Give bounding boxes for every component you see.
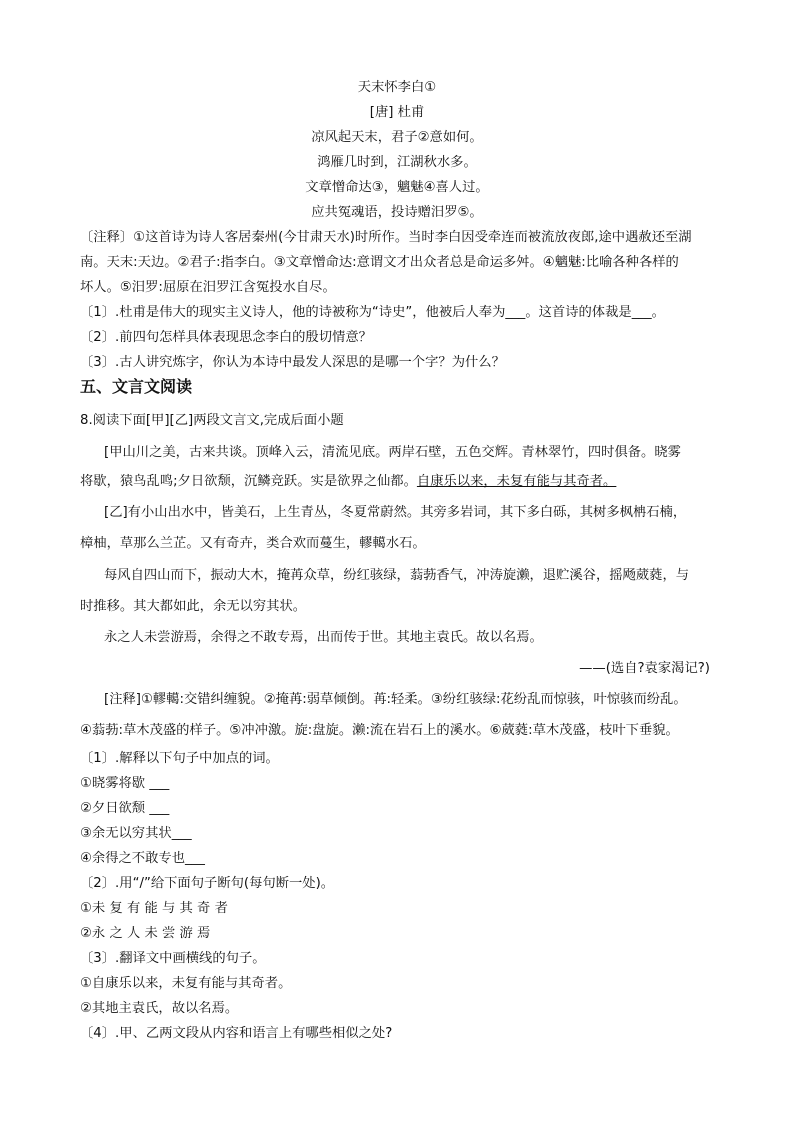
poem-note-line: 〔注释〕①这首诗为诗人客居秦州(今甘肃天水)时所作。当时李白因受牵连而被流放夜郎,途中遇赦还至湖 <box>80 230 692 245</box>
poem-line: 文章憎命达③，魑魅④喜人过。 <box>305 180 489 195</box>
prose-question: 〔1〕.解释以下句子中加点的词。 <box>80 751 279 766</box>
poem-author: [唐] 杜甫 <box>369 105 425 120</box>
poem-line: 凉风起天末，君子②意如何。 <box>311 130 483 145</box>
underlined-sentence: 自康乐以来，未复有能与其奇者。 <box>416 474 617 489</box>
poem-line: 鸿雁几时到，江湖秋水多。 <box>317 155 477 170</box>
prose-question: ④余得之不敢专也___ <box>80 851 205 866</box>
poem-question: 〔1〕.杜甫是伟大的现实主义诗人，他的诗被称为“诗史”，他被后人奉为___。这首诗的体裁是___。 <box>80 305 665 320</box>
passage-jia-line: [甲山川之美，古来共谈。顶峰入云，清流见底。两岸石壁，五色交辉。青林翠竹，四时俱备。晓雾 <box>104 445 681 460</box>
prose-question: 〔2〕.用“/”给下面句子断句(每句断一处)。 <box>80 876 335 891</box>
prose-question: ①未 复 有 能 与 其 奇 者 <box>80 901 228 916</box>
passage-yi-line: 每风自四山而下，振动大木，掩苒众草，纷红骇绿，蓊葧香气，冲涛旋濑，退贮溪谷，摇飏葳蕤，与 <box>104 568 690 583</box>
prose-question: ①自康乐以来，未复有能与其奇者。 <box>80 976 292 991</box>
poem-note-line: 南。天末:天边。②君子:指李白。③文章憎命达:意谓文才出众者总是命运多舛。④魑魅:比喻各种各样的 <box>80 255 679 270</box>
prose-question: ①晓雾将歇 ___ <box>80 776 170 791</box>
section-heading: 五、文言文阅读 <box>80 377 193 396</box>
passage-yi-line: 永之人未尝游焉，余得之不敢专焉，出而传于世。其地主袁氏。故以名焉。 <box>104 630 543 645</box>
poem-line: 应共冤魂语，投诗赠汨罗⑤。 <box>311 205 483 220</box>
prose-question: ②永 之 人 未 尝 游 焉 <box>80 926 211 941</box>
passage-yi-line: 时推移。其大都如此，余无以穷其状。 <box>80 599 307 614</box>
poem-question: 〔2〕.前四句怎样具体表现思念李白的殷切情意？ <box>80 330 372 345</box>
poem-question: 〔3〕.古人讲究炼字，你认为本诗中最发人深思的是哪一个字？为什么？ <box>80 355 505 370</box>
prose-note-line: ④蓊葧:草木茂盛的样子。⑤冲冲激。旋:盘旋。濑:流在岩石上的溪水。⑥葳蕤:草木茂盛，枝叶下垂貌。 <box>80 723 679 738</box>
passage-source: ——(选自?袁家渴记?) <box>579 661 710 676</box>
poem-note-line: 坏人。⑤汨罗:屈原在汨罗江含冤投水自尽。 <box>80 280 336 295</box>
prose-question: 〔4〕.甲、乙两文段从内容和语言上有哪些相似之处? <box>80 1026 393 1041</box>
poem-title: 天末怀李白① <box>357 80 437 95</box>
passage-jia-text: 将歇，猿鸟乱鸣;夕日欲颓，沉鳞竞跃。实是欲界之仙都。 <box>80 474 417 489</box>
passage-yi-line: 樟柚，草那么兰芷。又有奇卉，类合欢而蔓生，轇轕水石。 <box>80 536 426 551</box>
prose-question: ②夕日欲颓 ___ <box>80 801 170 816</box>
question-intro: 8.阅读下面[甲][乙]两段文言文,完成后面小题 <box>80 413 344 428</box>
passage-yi-line: [乙]有小山出水中，皆美石，上生青丛，冬夏常蔚然。其旁多岩词，其下多白砾，其树多枫柟石楠， <box>104 505 687 520</box>
prose-note-line: [注释]①轇轕:交错纠缠貌。②掩苒:弱草倾倒。苒:轻柔。③纷红骇绿:花纷乱而惊骇，叶惊骇而纷乱。 <box>104 692 687 707</box>
prose-question: 〔3〕.翻译文中画横线的句子。 <box>80 951 266 966</box>
prose-question: ②其地主袁氏，故以名焉。 <box>80 1001 239 1016</box>
prose-question: ③余无以穷其状___ <box>80 826 192 841</box>
passage-jia-line <box>80 473 616 491</box>
